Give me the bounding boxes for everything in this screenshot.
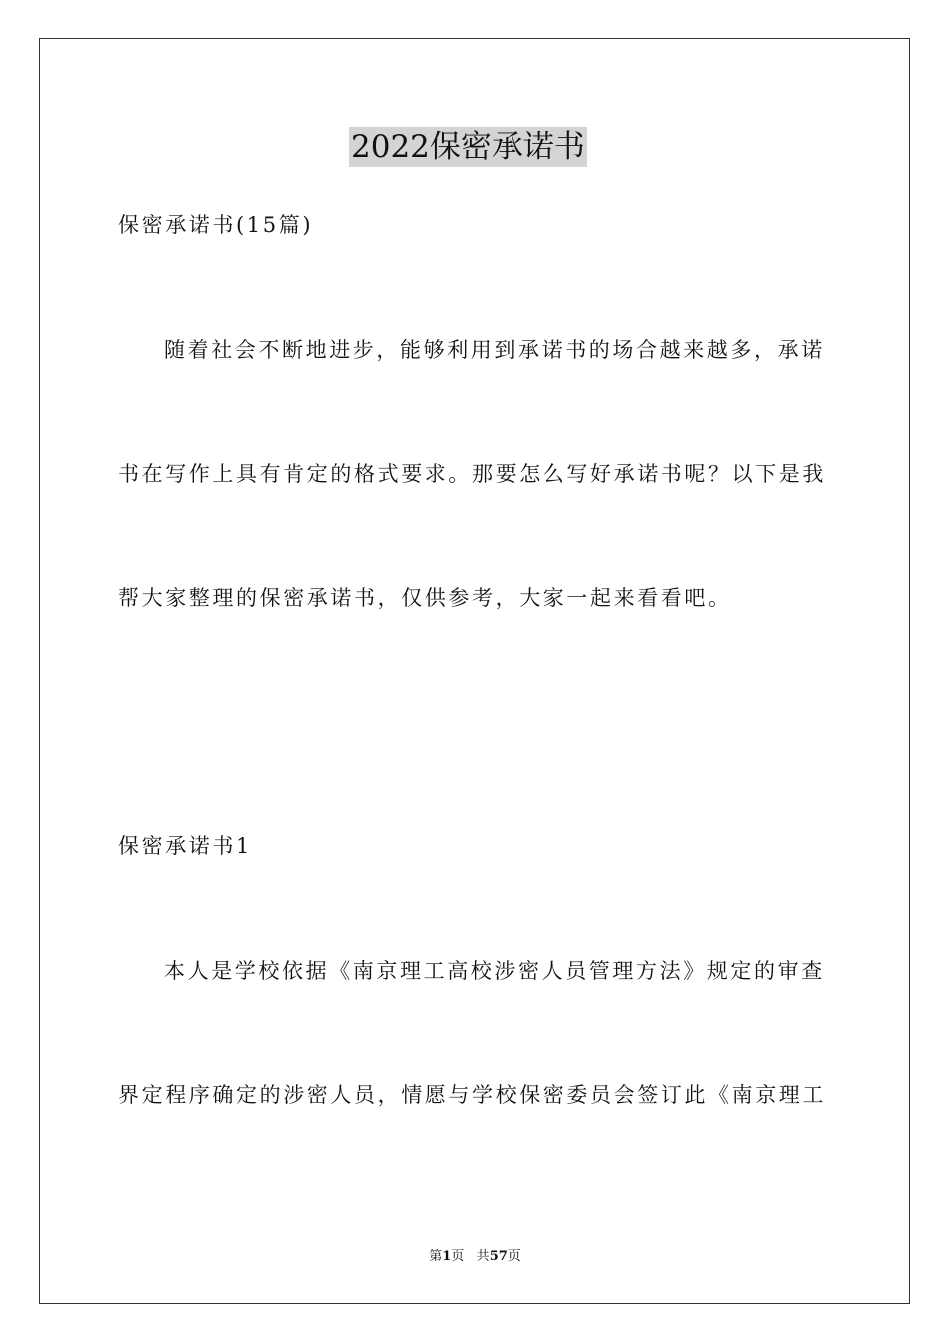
- page-footer: [0, 1248, 950, 1266]
- intro-paragraph-line-1: 随着社会不断地进步，能够利用到承诺书的场合越来越多，承诺: [164, 338, 825, 362]
- footer-total-pages: 57: [489, 1249, 508, 1264]
- document-title: 2022保密承诺书: [351, 129, 585, 165]
- footer-page-number: 1: [442, 1249, 452, 1264]
- section-paragraph-line-1: 本人是学校依据《南京理工高校涉密人员管理方法》规定的审查: [164, 959, 825, 983]
- document-subtitle: 保密承诺书(15篇): [118, 213, 314, 237]
- section-heading: 保密承诺书1: [118, 834, 252, 858]
- section-paragraph-line-2: 界定程序确定的涉密人员，情愿与学校保密委员会签订此《南京理工: [118, 1083, 826, 1107]
- footer-total-suffix: 页: [507, 1249, 521, 1264]
- footer-page-prefix: 第: [429, 1249, 443, 1264]
- footer-total-prefix: 共: [476, 1249, 490, 1264]
- footer-page-suffix: 页: [451, 1249, 465, 1264]
- intro-paragraph-line-3: 帮大家整理的保密承诺书，仅供参考，大家一起来看看吧。: [118, 586, 732, 610]
- intro-paragraph-line-2: 书在写作上具有肯定的格式要求。那要怎么写好承诺书呢？以下是我: [118, 462, 826, 486]
